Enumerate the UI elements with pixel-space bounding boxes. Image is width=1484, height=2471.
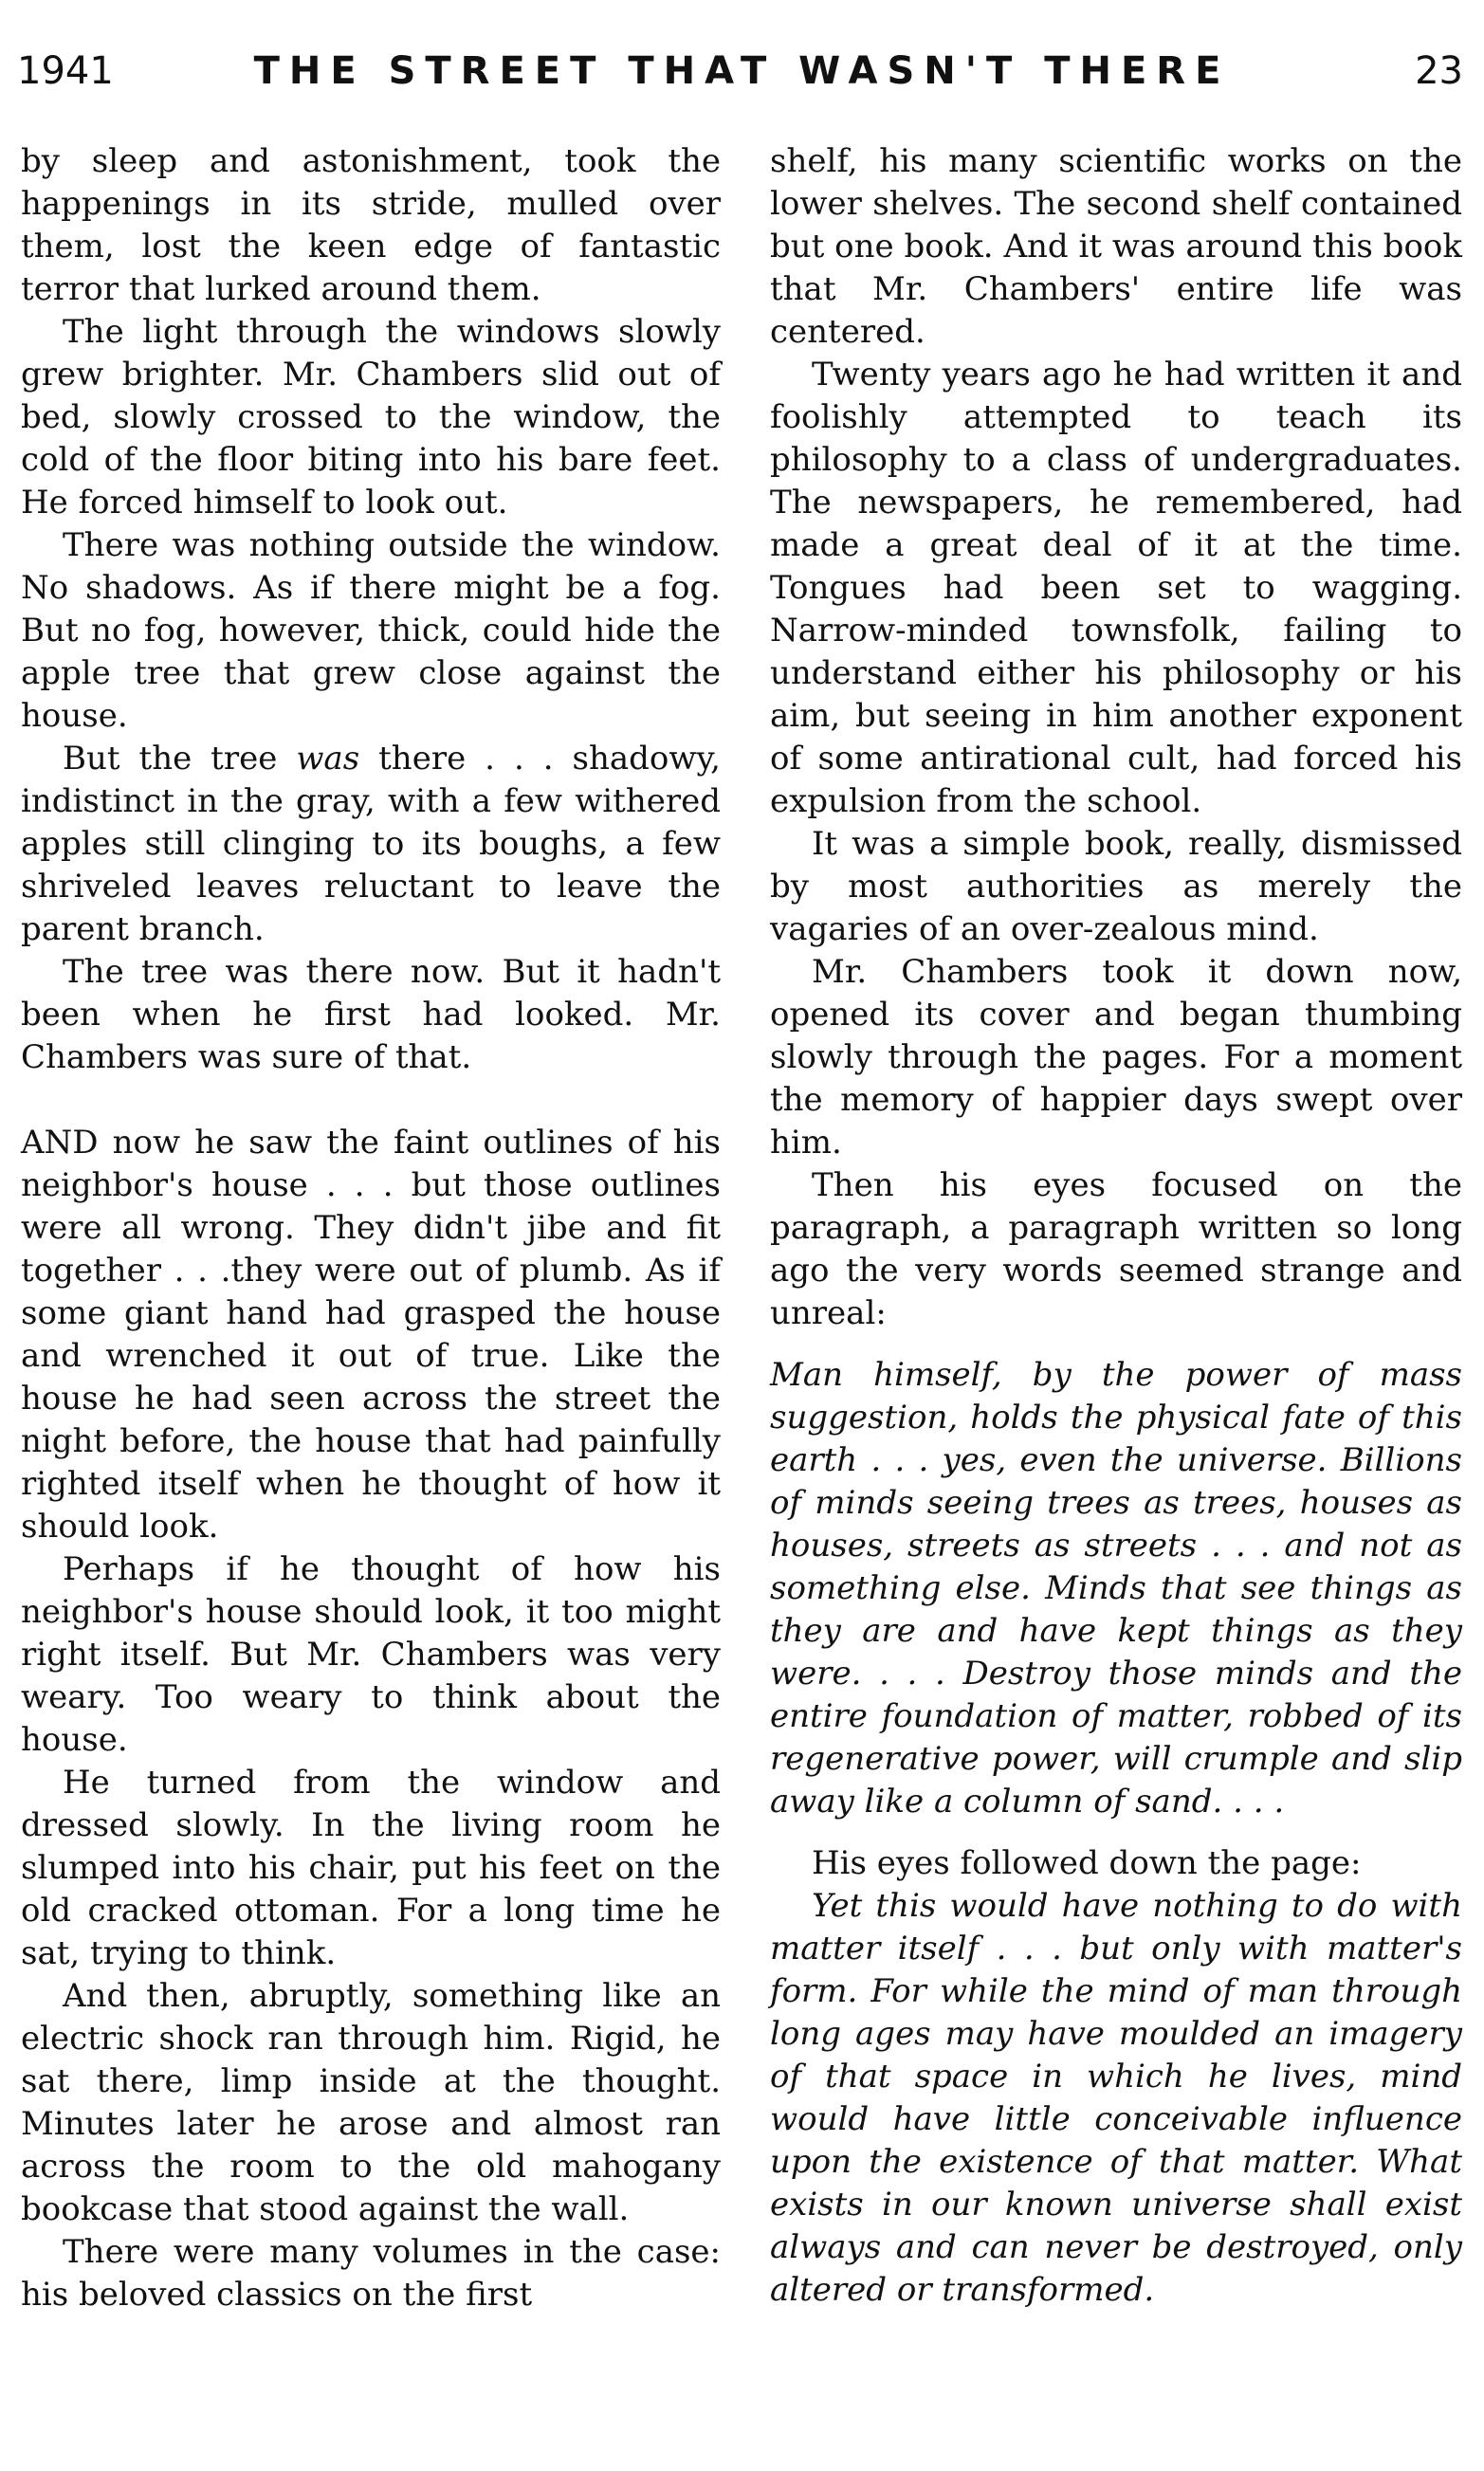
paragraph-text: But the tree: [63, 740, 297, 778]
paragraph: The tree was there now. But it hadn't been when he first had looked. Mr. Chambers was sure of that.: [21, 953, 721, 1076]
quoted-passage: Man himself, by the power of mass suggestion, holds the physical fate of this earth . . . yes, even the universe. Billions of minds seeing trees as trees, houses as houses, streets as streets . . . and not as something else. Minds that see things as they are and have kept things as they were. . . . Destroy those minds and the entire foundation of matter, robbed of its regenerative power, will crumple and slip away like a column of sand. . . .: [770, 1356, 1462, 1821]
spacer: [770, 1823, 1462, 1842]
paragraph: He turned from the window and dressed slowly. In the living room he slumped into his chair, put his feet on the old cracked ottoman. For a long time he sat, trying to think.: [21, 1764, 721, 1972]
paragraph: [21, 738, 721, 951]
spacer: [770, 1335, 1462, 1354]
page-header: [0, 49, 1484, 106]
header-title: THE STREET THAT WASN'T THERE: [253, 49, 1231, 93]
paragraph: It was a simple book, really, dismissed by most authorities as merely the vagaries of an over-zealous mind.: [770, 825, 1462, 948]
paragraph: AND now he saw the faint outlines of his neighbor's house . . . but those outlines were all wrong. They didn't jibe and fit together . . .they were out of plumb. As if some giant hand had grasped the house and wrenched it out of true. Like the house he had seen across the street the night before, the house that had painfully righted itself when he thought of how it should look.: [21, 1124, 721, 1546]
paragraph: And then, abruptly, something like an electric shock ran through him. Rigid, he sat there, limp inside at the thought. Minutes later he arose and almost ran across the room to the old mahogany bookcase that stood against the wall.: [21, 1977, 721, 2228]
emphasis-text: was: [296, 740, 360, 778]
paragraph: by sleep and astonishment, took the happenings in its stride, mulled over them, lost the keen edge of fantastic terror that lurked around them.: [21, 142, 721, 308]
section-break: [21, 1079, 721, 1122]
right-column: [770, 140, 1462, 2312]
header-year: 1941: [17, 49, 114, 93]
left-column: [21, 140, 721, 2316]
header-page-number: 23: [1415, 49, 1463, 93]
paragraph: Perhaps if he thought of how his neighbor's house should look, it too might right itself. But Mr. Chambers was very weary. Too weary to think about the house.: [21, 1550, 721, 1759]
paragraph: Twenty years ago he had written it and foolishly attempted to teach its philosophy to a class of undergraduates. The newspapers, he remembered, had made a great deal of it at the time. Tongues had been set to wagging. Narrow-minded townsfolk, failing to understand either his philosophy or his aim, but seeing in him another exponent of some antirational cult, had forced his expulsion from the school.: [770, 356, 1462, 820]
paragraph-text: there . . . shadowy, indistinct in the gray, with a few withered apples still clinging to its boughs, a few shriveled leaves reluctant to leave the parent branch.: [21, 740, 721, 948]
paragraph: His eyes followed down the page:: [812, 1844, 1362, 1882]
paragraph: The light through the windows slowly grew brighter. Mr. Chambers slid out of bed, slowly crossed to the window, the cold of the floor biting into his bare feet. He forced himself to look out.: [21, 313, 721, 522]
paragraph: There were many volumes in the case: his beloved classics on the first: [21, 2233, 721, 2314]
paragraph: There was nothing outside the window. No shadows. As if there might be a fog. But no fog, however, thick, could hide the apple tree that grew close against the house.: [21, 526, 721, 735]
paragraph: shelf, his many scientific works on the lower shelves. The second shelf contained but one book. And it was around this book that Mr. Chambers' entire life was centered.: [770, 142, 1462, 351]
quoted-passage: Yet this would have nothing to do with matter itself . . . but only with matter's form. For while the mind of man through long ages may have moulded an imagery of that space in which he lives, mind would have little conceivable influence upon the existence of that matter. What exists in our known universe shall exist always and can never be destroyed, only altered or transformed.: [770, 1887, 1462, 2309]
paragraph: Then his eyes focused on the paragraph, a paragraph written so long ago the very words seemed strange and unreal:: [770, 1166, 1462, 1332]
paragraph: Mr. Chambers took it down now, opened its cover and began thumbing slowly through the pages. For a moment the memory of happier days swept over him.: [770, 953, 1462, 1162]
